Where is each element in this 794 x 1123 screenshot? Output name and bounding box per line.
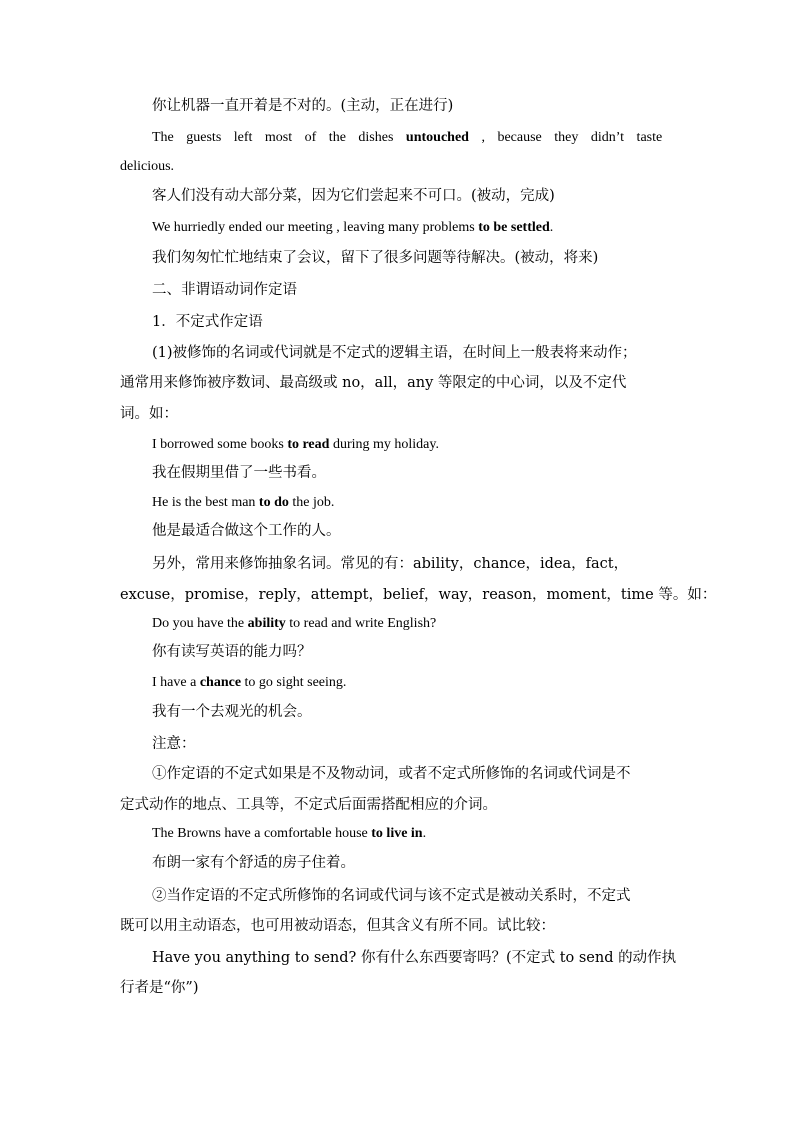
paragraph-line: excuse，promise，reply，attempt，belief，way，reason，moment，time 等。如： [120, 587, 717, 603]
section-heading: 二、非谓语动词作定语 [152, 282, 297, 298]
subsection-heading: 1．不定式作定语 [152, 314, 263, 330]
chinese-translation-line: 客人们没有动大部分菜，因为它们尝起来不可口。(被动，完成) [152, 188, 555, 204]
example-sentence-line: He is the best man to do the job. [152, 495, 335, 510]
example-sentence-line: delicious. [120, 159, 175, 174]
paragraph-line: (1)被修饰的名词或代词就是不定式的逻辑主语，在时间上一般表将来动作； [152, 345, 637, 361]
paragraph-line: 通常用来修饰被序数词、最高级或 no，all，any 等限定的中心词，以及不定代 [120, 375, 627, 391]
example-sentence-line: The guests left most of the dishes untouched , because they didn’t taste [152, 130, 663, 145]
chinese-translation-line: 布朗一家有个舒适的房子住着。 [152, 855, 355, 871]
paragraph-line: 词。如： [120, 406, 178, 422]
paragraph-line: 定式动作的地点、工具等，不定式后面需搭配相应的介词。 [120, 797, 497, 813]
example-sentence-line: I have a chance to go sight seeing. [152, 675, 347, 690]
paragraph-line: ②当作定语的不定式所修饰的名词或代词与该不定式是被动关系时，不定式 [152, 888, 631, 904]
chinese-translation-line: 他是最适合做这个工作的人。 [152, 523, 341, 539]
example-sentence-line: I borrowed some books to read during my holiday. [152, 437, 439, 452]
example-sentence-line: The Browns have a comfortable house to live in. [152, 826, 427, 841]
bold-keyword: chance [199, 675, 242, 690]
paragraph-line: 另外，常用来修饰抽象名词。常见的有：ability，chance，idea，fact， [152, 556, 629, 572]
paragraph-line: ①作定语的不定式如果是不及物动词，或者不定式所修饰的名词或代词是不 [152, 766, 631, 782]
paragraph-line: 行者是“你”) [120, 980, 199, 996]
chinese-translation-line: 我们匆匆忙忙地结束了会议，留下了很多问题等待解决。(被动，将来) [152, 250, 599, 266]
chinese-translation-line: 你让机器一直开着是不对的。(主动，正在进行) [152, 98, 454, 114]
paragraph-line: 既可以用主动语态，也可用被动语态，但其含义有所不同。试比较： [120, 918, 555, 934]
example-sentence-line: We hurriedly ended our meeting , leaving many problems to be settled. [152, 220, 554, 235]
bold-keyword: to live in [371, 826, 423, 841]
chinese-translation-line: 我在假期里借了一些书看。 [152, 465, 326, 481]
bold-keyword: to read [287, 437, 330, 452]
bold-keyword: ability [247, 616, 286, 631]
example-sentence-line: Have you anything to send? 你有什么东西要寄吗？(不定式 to send 的动作执 [152, 950, 677, 966]
chinese-translation-line: 你有读写英语的能力吗？ [152, 644, 312, 660]
chinese-translation-line: 我有一个去观光的机会。 [152, 704, 312, 720]
example-sentence-line: Do you have the ability to read and write English? [152, 616, 437, 631]
note-label: 注意： [152, 736, 196, 752]
bold-keyword: to be settled [478, 220, 550, 235]
bold-keyword: untouched [405, 130, 469, 145]
bold-keyword: to do [258, 495, 289, 510]
